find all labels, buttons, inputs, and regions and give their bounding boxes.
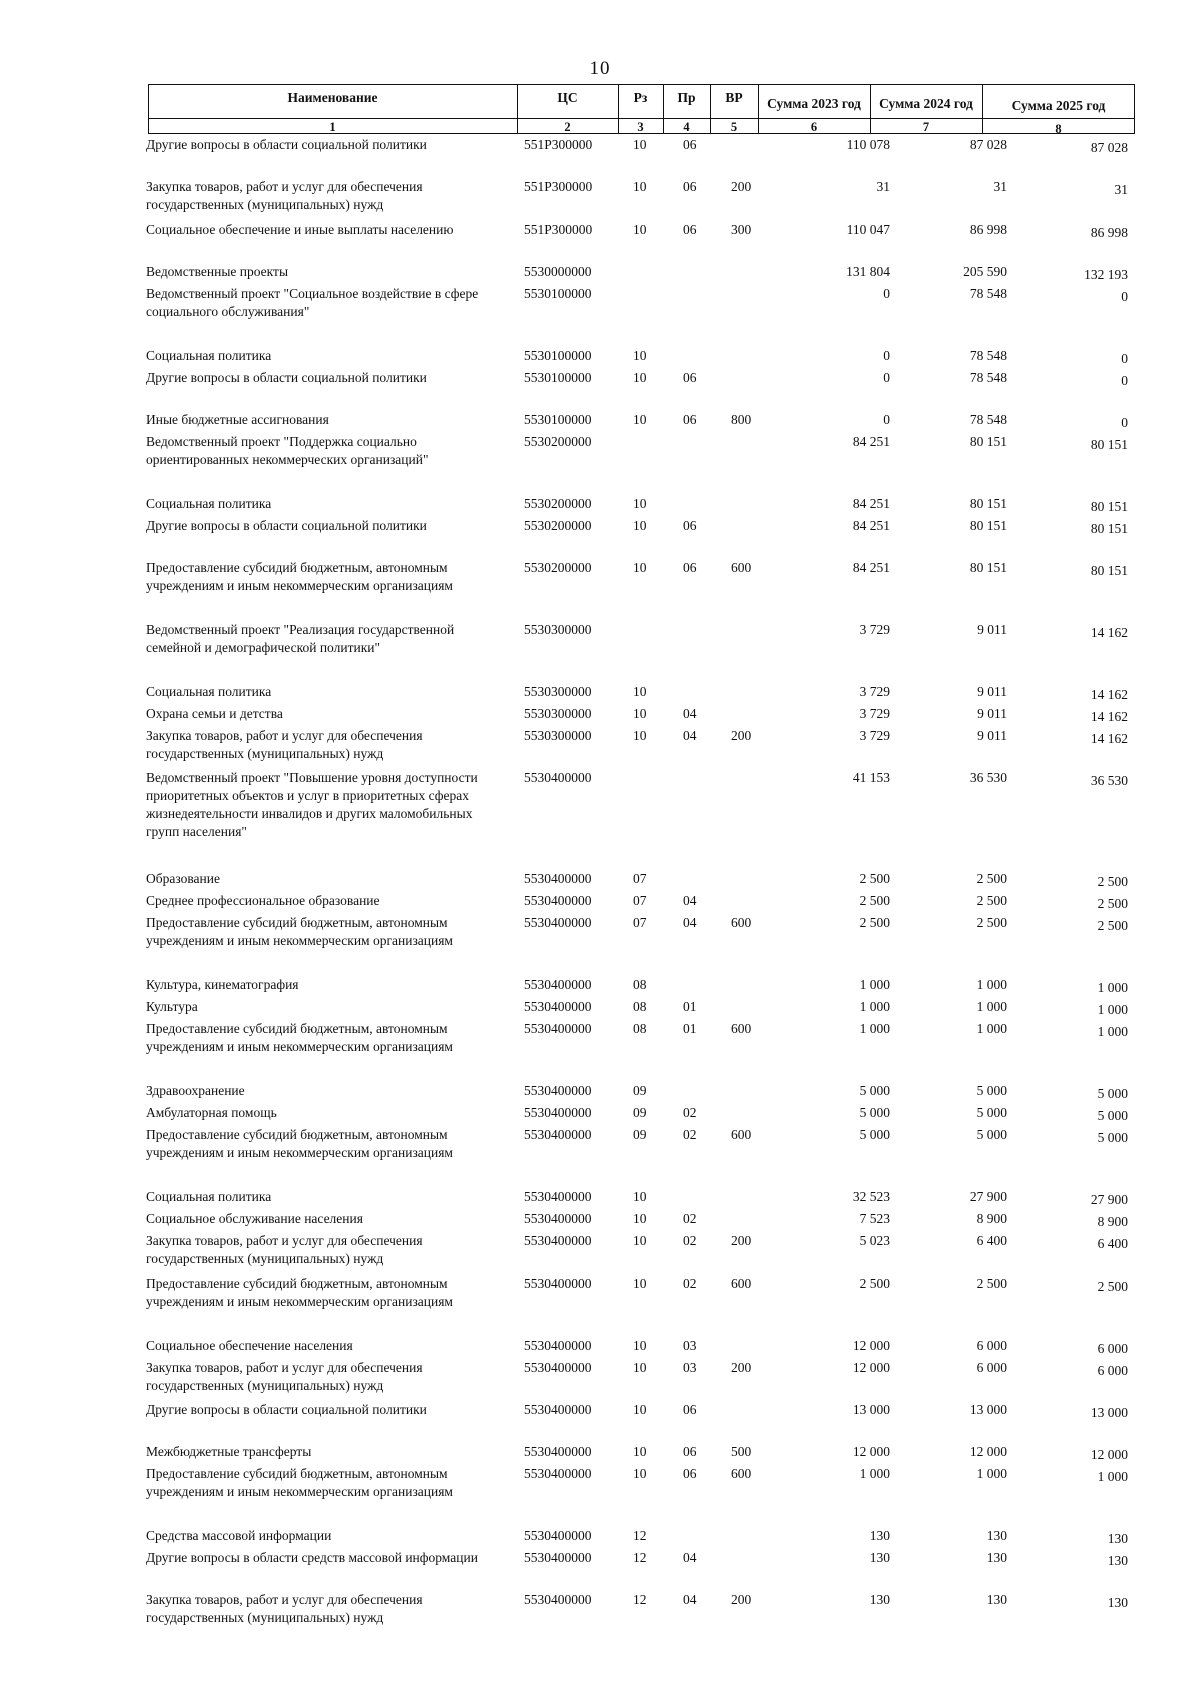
row-pr: 04	[683, 915, 697, 930]
row-name: Среднее профессиональное образование	[146, 893, 380, 908]
row-name: Ведомственный проект "Социальное воздействие в сфере социального обслуживания"	[146, 286, 479, 319]
row-vr: 600	[731, 915, 752, 930]
row-cs: 5530400000	[524, 1592, 592, 1607]
row-rz: 10	[633, 137, 647, 152]
row-sum-2023: 5 023	[859, 1233, 890, 1248]
row-sum-2024: 5 000	[976, 1105, 1007, 1120]
row-sum-2025: 6 000	[1097, 1363, 1128, 1378]
row-rz: 10	[633, 1466, 647, 1481]
row-rz: 08	[633, 999, 647, 1014]
row-rz: 09	[633, 1105, 647, 1120]
row-sum-2025: 8 900	[1097, 1214, 1128, 1229]
row-sum-2024: 78 548	[969, 286, 1007, 301]
row-cs: 5530400000	[524, 1233, 592, 1248]
row-sum-2023: 130	[869, 1592, 890, 1607]
row-vr: 600	[731, 560, 752, 575]
row-pr: 03	[683, 1338, 697, 1353]
row-name: Социальная политика	[146, 348, 272, 363]
page-number: 10	[589, 58, 611, 79]
row-rz: 07	[633, 893, 647, 908]
row-rz: 10	[633, 728, 647, 743]
row-pr: 04	[683, 1592, 697, 1607]
row-sum-2023: 130	[869, 1550, 890, 1565]
row-cs: 5530400000	[524, 1127, 592, 1142]
row-name: Культура, кинематография	[146, 977, 299, 992]
row-sum-2024: 9 011	[977, 706, 1007, 721]
row-sum-2024: 78 548	[969, 348, 1007, 363]
row-cs: 5530100000	[524, 370, 592, 385]
row-sum-2025: 0	[1121, 289, 1128, 304]
row-rz: 09	[633, 1127, 647, 1142]
row-sum-2024: 87 028	[969, 137, 1007, 152]
row-pr: 06	[683, 412, 697, 427]
row-cs: 5530100000	[524, 412, 592, 427]
row-pr: 06	[683, 518, 697, 533]
row-name: Амбулаторная помощь	[146, 1105, 277, 1120]
row-cs: 5530400000	[524, 893, 592, 908]
row-vr: 800	[731, 412, 752, 427]
row-name: Социальное обеспечение и иные выплаты населению	[146, 222, 454, 237]
header-name: Наименование	[287, 90, 378, 105]
row-sum-2024: 6 000	[976, 1360, 1007, 1375]
row-sum-2023: 1 000	[859, 1466, 890, 1481]
row-rz: 10	[633, 1402, 647, 1417]
row-name: Здравоохранение	[146, 1083, 245, 1098]
row-sum-2025: 12 000	[1090, 1447, 1128, 1462]
row-name: Социальное обеспечение населения	[146, 1338, 353, 1353]
row-sum-2023: 110 047	[846, 222, 890, 237]
row-cs: 5530400000	[524, 1021, 592, 1036]
row-rz: 08	[633, 977, 647, 992]
row-vr: 300	[731, 222, 752, 237]
row-sum-2023: 84 251	[852, 434, 890, 449]
row-cs: 5530300000	[524, 622, 592, 637]
row-vr: 600	[731, 1127, 752, 1142]
row-cs: 5530300000	[524, 728, 592, 743]
row-sum-2025: 5 000	[1097, 1108, 1128, 1123]
row-rz: 10	[633, 348, 647, 363]
header-cs: ЦС	[557, 90, 578, 105]
row-cs: 5530400000	[524, 915, 592, 930]
row-sum-2023: 7 523	[859, 1211, 890, 1226]
row-cs: 5530400000	[524, 871, 592, 886]
row-sum-2025: 80 151	[1090, 437, 1128, 452]
row-sum-2025: 0	[1121, 373, 1128, 388]
row-cs: 5530400000	[524, 1550, 592, 1565]
row-rz: 10	[633, 412, 647, 427]
row-pr: 04	[683, 728, 697, 743]
row-sum-2023: 2 500	[859, 915, 890, 930]
row-sum-2023: 2 500	[859, 1276, 890, 1291]
row-sum-2024: 5 000	[976, 1127, 1007, 1142]
row-sum-2024: 78 548	[969, 412, 1007, 427]
row-sum-2023: 110 078	[846, 137, 890, 152]
row-sum-2023: 5 000	[859, 1083, 890, 1098]
row-sum-2025: 80 151	[1090, 499, 1128, 514]
row-sum-2024: 5 000	[976, 1083, 1007, 1098]
row-pr: 04	[683, 706, 697, 721]
row-sum-2023: 3 729	[859, 706, 890, 721]
row-sum-2025: 1 000	[1097, 980, 1128, 995]
row-name: Другие вопросы в области социальной политики	[146, 137, 427, 152]
row-cs: 5530400000	[524, 1528, 592, 1543]
row-sum-2024: 80 151	[969, 518, 1007, 533]
row-sum-2024: 80 151	[969, 560, 1007, 575]
row-sum-2023: 0	[883, 412, 890, 427]
row-rz: 10	[633, 684, 647, 699]
row-sum-2024: 6 400	[976, 1233, 1007, 1248]
header-pr: Пр	[677, 90, 696, 105]
row-sum-2024: 8 900	[976, 1211, 1007, 1226]
row-pr: 03	[683, 1360, 697, 1375]
row-name: Другие вопросы в области средств массовой информации	[146, 1550, 478, 1565]
row-sum-2024: 1 000	[976, 1466, 1007, 1481]
row-sum-2025: 0	[1121, 415, 1128, 430]
row-name: Предоставление субсидий бюджетным, автономным учреждениям и иным некоммерческим организациям	[146, 1466, 453, 1499]
row-cs: 5530400000	[524, 1211, 592, 1226]
row-vr: 200	[731, 1360, 752, 1375]
row-sum-2023: 0	[883, 348, 890, 363]
row-vr: 600	[731, 1466, 752, 1481]
row-cs: 5530400000	[524, 770, 592, 785]
column-number: 1	[329, 120, 336, 134]
row-vr: 500	[731, 1444, 752, 1459]
row-name: Другие вопросы в области социальной политики	[146, 518, 427, 533]
row-sum-2023: 1 000	[859, 1021, 890, 1036]
row-sum-2025: 86 998	[1090, 225, 1128, 240]
row-vr: 200	[731, 728, 752, 743]
row-cs: 5530000000	[524, 264, 592, 279]
row-cs: 5530200000	[524, 434, 592, 449]
row-name: Предоставление субсидий бюджетным, автономным учреждениям и иным некоммерческим организациям	[146, 915, 453, 948]
row-name: Закупка товаров, работ и услуг для обеспечения государственных (муниципальных) нужд	[146, 179, 423, 212]
row-pr: 02	[683, 1105, 697, 1120]
row-rz: 10	[633, 1444, 647, 1459]
row-sum-2023: 0	[883, 370, 890, 385]
row-name: Образование	[146, 871, 220, 886]
row-sum-2024: 2 500	[976, 893, 1007, 908]
row-sum-2023: 84 251	[852, 496, 890, 511]
row-sum-2023: 41 153	[852, 770, 890, 785]
row-name: Ведомственный проект "Поддержка социально ориентированных некоммерческих организаций"	[146, 434, 429, 467]
row-sum-2023: 1 000	[859, 977, 890, 992]
row-sum-2024: 80 151	[969, 496, 1007, 511]
row-name: Закупка товаров, работ и услуг для обеспечения государственных (муниципальных) нужд	[146, 1592, 423, 1625]
row-vr: 200	[731, 1592, 752, 1607]
header-rz: Рз	[633, 90, 648, 105]
row-sum-2023: 2 500	[859, 893, 890, 908]
row-name: Предоставление субсидий бюджетным, автономным учреждениям и иным некоммерческим организациям	[146, 1276, 453, 1309]
row-name: Предоставление субсидий бюджетным, автономным учреждениям и иным некоммерческим организациям	[146, 1127, 453, 1160]
row-rz: 10	[633, 1360, 647, 1375]
row-rz: 10	[633, 370, 647, 385]
row-cs: 5530200000	[524, 496, 592, 511]
row-name: Другие вопросы в области социальной политики	[146, 1402, 427, 1417]
row-cs: 551P300000	[524, 137, 593, 152]
row-pr: 01	[683, 999, 697, 1014]
row-sum-2024: 31	[993, 179, 1007, 194]
row-cs: 5530400000	[524, 1189, 592, 1204]
row-cs: 5530300000	[524, 706, 592, 721]
row-sum-2025: 80 151	[1090, 563, 1128, 578]
column-number: 2	[564, 120, 571, 134]
row-rz: 10	[633, 496, 647, 511]
row-pr: 02	[683, 1127, 697, 1142]
row-pr: 06	[683, 222, 697, 237]
row-sum-2024: 36 530	[969, 770, 1007, 785]
row-cs: 5530300000	[524, 684, 592, 699]
row-sum-2025: 1 000	[1097, 1024, 1128, 1039]
row-sum-2025: 14 162	[1090, 625, 1128, 640]
header-sum-2025: Сумма 2025 год	[1011, 98, 1106, 113]
row-rz: 10	[633, 1189, 647, 1204]
row-sum-2024: 13 000	[969, 1402, 1007, 1417]
row-sum-2025: 132 193	[1084, 267, 1128, 282]
row-cs: 5530100000	[524, 286, 592, 301]
row-sum-2025: 0	[1121, 351, 1128, 366]
row-sum-2023: 12 000	[852, 1360, 890, 1375]
row-sum-2024: 12 000	[969, 1444, 1007, 1459]
row-sum-2025: 36 530	[1090, 773, 1128, 788]
row-cs: 551P300000	[524, 179, 593, 194]
row-sum-2024: 9 011	[977, 684, 1007, 699]
row-sum-2023: 32 523	[852, 1189, 890, 1204]
row-name: Предоставление субсидий бюджетным, автономным учреждениям и иным некоммерческим организациям	[146, 560, 453, 593]
row-sum-2023: 12 000	[852, 1444, 890, 1459]
row-vr: 600	[731, 1021, 752, 1036]
row-name: Социальная политика	[146, 1189, 272, 1204]
row-rz: 07	[633, 915, 647, 930]
row-cs: 5530200000	[524, 518, 592, 533]
row-sum-2023: 2 500	[859, 871, 890, 886]
row-sum-2023: 3 729	[859, 684, 890, 699]
row-cs: 551P300000	[524, 222, 593, 237]
row-rz: 10	[633, 560, 647, 575]
row-sum-2023: 1 000	[859, 999, 890, 1014]
row-name: Ведомственный проект "Повышение уровня доступности приоритетных объектов и услуг в приоритетных сферах жизнедеятельности инвалидов и других маломобильных групп населения"	[146, 770, 478, 839]
row-rz: 10	[633, 706, 647, 721]
row-pr: 06	[683, 1444, 697, 1459]
row-name: Закупка товаров, работ и услуг для обеспечения государственных (муниципальных) нужд	[146, 1233, 423, 1266]
row-pr: 02	[683, 1276, 697, 1291]
row-cs: 5530400000	[524, 1466, 592, 1481]
column-number: 5	[730, 120, 738, 134]
row-cs: 5530400000	[524, 1444, 592, 1459]
row-sum-2025: 14 162	[1090, 687, 1128, 702]
row-name: Ведомственные проекты	[146, 264, 289, 279]
row-name: Закупка товаров, работ и услуг для обеспечения государственных (муниципальных) нужд	[146, 1360, 423, 1393]
row-cs: 5530400000	[524, 999, 592, 1014]
row-sum-2023: 13 000	[852, 1402, 890, 1417]
row-sum-2024: 1 000	[976, 977, 1007, 992]
row-rz: 07	[633, 871, 647, 886]
row-sum-2023: 3 729	[859, 622, 890, 637]
row-sum-2025: 2 500	[1097, 896, 1128, 911]
row-rz: 10	[633, 179, 647, 194]
row-sum-2025: 5 000	[1097, 1130, 1128, 1145]
row-name: Культура	[146, 999, 198, 1014]
row-sum-2025: 130	[1107, 1595, 1128, 1610]
row-rz: 10	[633, 1233, 647, 1248]
row-sum-2023: 131 804	[846, 264, 890, 279]
header-sum-2023: Сумма 2023 год	[767, 96, 861, 111]
row-pr: 02	[683, 1211, 697, 1226]
row-pr: 02	[683, 1233, 697, 1248]
row-sum-2023: 3 729	[859, 728, 890, 743]
row-sum-2025: 2 500	[1097, 874, 1128, 889]
row-sum-2024: 6 000	[976, 1338, 1007, 1353]
row-sum-2024: 1 000	[976, 1021, 1007, 1036]
row-sum-2024: 2 500	[976, 871, 1007, 886]
column-number: 6	[810, 120, 818, 134]
row-name: Социальная политика	[146, 496, 272, 511]
row-sum-2025: 2 500	[1097, 1279, 1128, 1294]
row-sum-2025: 1 000	[1097, 1002, 1128, 1017]
row-sum-2023: 130	[869, 1528, 890, 1543]
row-sum-2025: 80 151	[1090, 521, 1128, 536]
row-sum-2024: 130	[986, 1550, 1007, 1565]
row-sum-2024: 130	[986, 1528, 1007, 1543]
row-rz: 10	[633, 1276, 647, 1291]
row-cs: 5530400000	[524, 1360, 592, 1375]
row-pr: 04	[683, 893, 697, 908]
row-pr: 06	[683, 560, 697, 575]
row-name: Межбюджетные трансферты	[146, 1444, 312, 1459]
row-name: Средства массовой информации	[146, 1528, 332, 1543]
row-pr: 04	[683, 1550, 697, 1565]
row-cs: 5530400000	[524, 1276, 592, 1291]
row-pr: 06	[683, 1466, 697, 1481]
row-vr: 200	[731, 179, 752, 194]
row-sum-2025: 14 162	[1090, 709, 1128, 724]
row-pr: 06	[683, 370, 697, 385]
row-rz: 12	[633, 1592, 647, 1607]
row-sum-2025: 1 000	[1097, 1469, 1128, 1484]
row-sum-2025: 6 000	[1097, 1341, 1128, 1356]
row-sum-2024: 2 500	[976, 915, 1007, 930]
row-name: Иные бюджетные ассигнования	[146, 412, 329, 427]
row-sum-2023: 84 251	[852, 518, 890, 533]
row-sum-2025: 87 028	[1090, 140, 1128, 155]
row-name: Закупка товаров, работ и услуг для обеспечения государственных (муниципальных) нужд	[146, 728, 423, 761]
row-pr: 06	[683, 1402, 697, 1417]
row-sum-2023: 5 000	[859, 1127, 890, 1142]
row-rz: 12	[633, 1550, 647, 1565]
row-sum-2024: 2 500	[976, 1276, 1007, 1291]
row-sum-2024: 27 900	[969, 1189, 1007, 1204]
row-cs: 5530400000	[524, 1105, 592, 1120]
column-number: 7	[922, 120, 930, 134]
row-sum-2025: 6 400	[1097, 1236, 1128, 1251]
header-sum-2024: Сумма 2024 год	[879, 96, 973, 111]
row-rz: 08	[633, 1021, 647, 1036]
row-cs: 5530400000	[524, 1338, 592, 1353]
row-cs: 5530100000	[524, 348, 592, 363]
row-cs: 5530200000	[524, 560, 592, 575]
row-rz: 10	[633, 518, 647, 533]
row-sum-2024: 9 011	[977, 622, 1007, 637]
column-number: 4	[683, 120, 690, 134]
row-sum-2025: 5 000	[1097, 1086, 1128, 1101]
row-name: Предоставление субсидий бюджетным, автономным учреждениям и иным некоммерческим организациям	[146, 1021, 453, 1054]
row-pr: 06	[683, 179, 697, 194]
row-sum-2025: 14 162	[1090, 731, 1128, 746]
row-sum-2025: 130	[1107, 1553, 1128, 1568]
row-sum-2024: 86 998	[969, 222, 1007, 237]
column-number: 8	[1055, 122, 1062, 136]
row-sum-2025: 13 000	[1090, 1405, 1128, 1420]
row-sum-2024: 80 151	[969, 434, 1007, 449]
row-rz: 10	[633, 1338, 647, 1353]
row-rz: 10	[633, 222, 647, 237]
row-pr: 01	[683, 1021, 697, 1036]
row-cs: 5530400000	[524, 1402, 592, 1417]
row-name: Социальное обслуживание населения	[146, 1211, 363, 1226]
row-sum-2025: 130	[1107, 1531, 1128, 1546]
row-sum-2023: 12 000	[852, 1338, 890, 1353]
row-name: Социальная политика	[146, 684, 272, 699]
row-sum-2025: 2 500	[1097, 918, 1128, 933]
row-sum-2024: 205 590	[963, 264, 1007, 279]
row-vr: 200	[731, 1233, 752, 1248]
row-sum-2024: 9 011	[977, 728, 1007, 743]
row-cs: 5530400000	[524, 1083, 592, 1098]
row-sum-2023: 5 000	[859, 1105, 890, 1120]
row-sum-2024: 1 000	[976, 999, 1007, 1014]
row-rz: 09	[633, 1083, 647, 1098]
row-cs: 5530400000	[524, 977, 592, 992]
row-sum-2023: 31	[876, 179, 890, 194]
header-vr: ВР	[725, 90, 743, 105]
row-sum-2023: 0	[883, 286, 890, 301]
row-pr: 06	[683, 137, 697, 152]
row-name: Охрана семьи и детства	[146, 706, 283, 721]
row-name: Ведомственный проект "Реализация государственной семейной и демографической политики"	[146, 622, 455, 655]
row-sum-2025: 27 900	[1090, 1192, 1128, 1207]
row-name: Другие вопросы в области социальной политики	[146, 370, 427, 385]
column-number: 3	[637, 120, 644, 134]
row-sum-2024: 78 548	[969, 370, 1007, 385]
row-rz: 12	[633, 1528, 647, 1543]
row-rz: 10	[633, 1211, 647, 1226]
row-vr: 600	[731, 1276, 752, 1291]
row-sum-2025: 31	[1114, 182, 1128, 197]
row-sum-2023: 84 251	[852, 560, 890, 575]
row-sum-2024: 130	[986, 1592, 1007, 1607]
